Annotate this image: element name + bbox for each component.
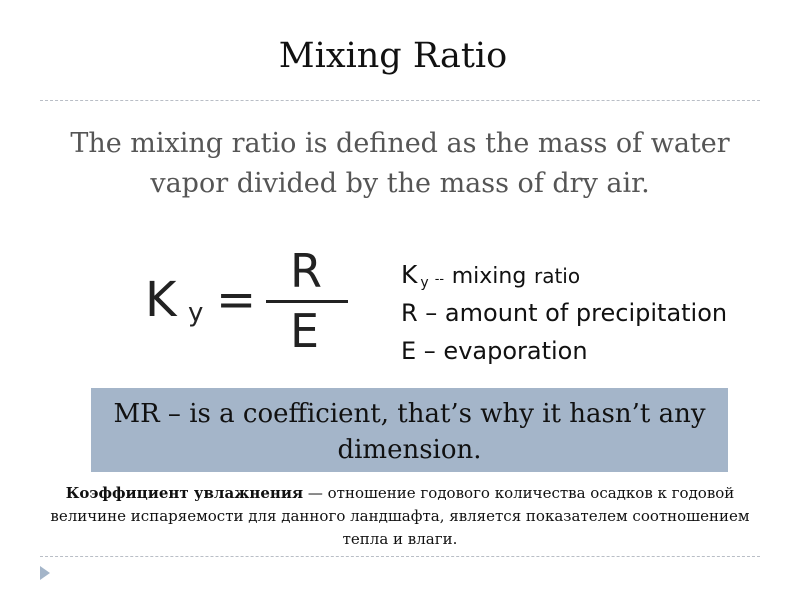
fraction-bar	[266, 300, 348, 303]
dimension-note-box: MR – is a coefficient, that’s why it hasn’t any dimension.	[91, 388, 728, 472]
legend-e-row: E – evaporation	[401, 337, 588, 365]
bottom-divider	[40, 556, 760, 557]
mixing-ratio-formula	[140, 244, 360, 360]
legend-k-symbol: K	[401, 260, 418, 289]
legend-mixing-word: mixing	[451, 264, 527, 289]
formula-numerator: R	[290, 244, 322, 298]
top-divider	[40, 100, 760, 101]
legend-dash: --	[434, 272, 445, 287]
formula-y-subscript: y	[188, 298, 204, 328]
russian-text: — отношение годового количества осадков к годовой величине испаряемости для данного ландшафта, является показателем соотношением тепла и влаги.	[50, 484, 750, 548]
formula-legend	[401, 256, 771, 370]
legend-ratio-word: ratio	[533, 264, 581, 288]
formula-equals-sign: =	[216, 272, 257, 328]
russian-definition	[40, 482, 760, 551]
legend-k-row	[401, 256, 771, 294]
slide-title: Mixing Ratio	[278, 36, 508, 76]
formula-k-symbol: K	[145, 272, 177, 328]
legend-y-subscript: y	[420, 275, 429, 291]
russian-term: Коэффициент увлажнения	[65, 484, 304, 502]
definition-text: The mixing ratio is defined as the mass of water vapor divided by the mass of dry air.	[70, 128, 730, 199]
triangle-bullet-icon	[40, 566, 50, 580]
formula-denominator: E	[290, 304, 320, 358]
legend-r-row: R – amount of precipitation	[401, 299, 728, 327]
